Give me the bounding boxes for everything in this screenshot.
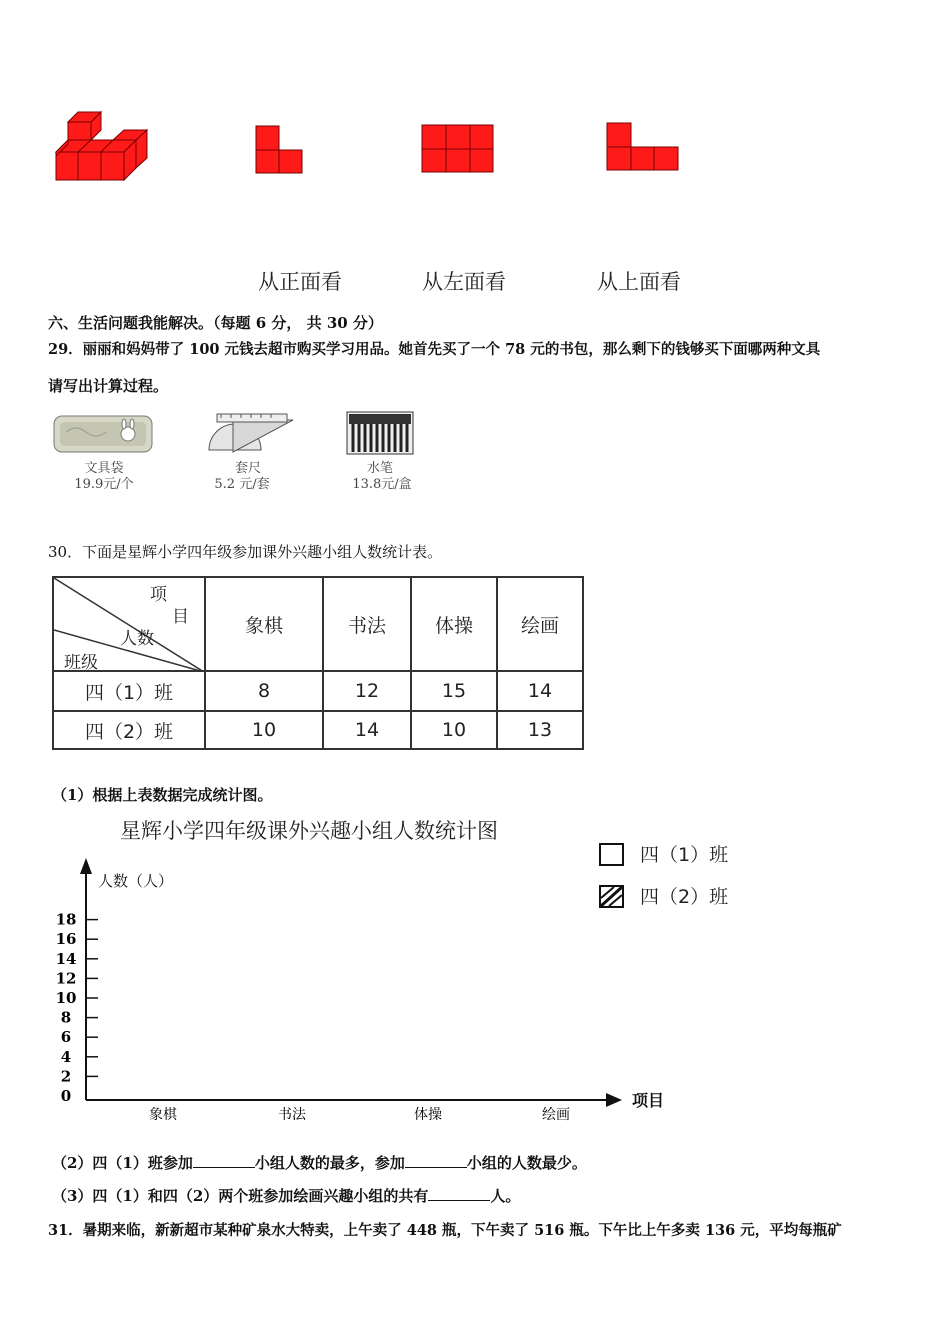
answer-blank[interactable] (428, 1186, 490, 1201)
cube-figures (0, 100, 950, 220)
q30-sub2 (52, 1152, 587, 1173)
table-header: 象棋 (205, 577, 323, 671)
section-heading: 六、生活问题我能解决。（每题 6 分， 共 30 分） (48, 314, 383, 332)
table-row (53, 671, 583, 711)
table-row (53, 711, 583, 749)
ruler-set-image (203, 412, 295, 458)
y-tick-label: 12 (55, 969, 77, 988)
table-row-class: 四（1）班 (53, 671, 205, 711)
sub3-part-a: （3）四（1）和四（2）两个班参加绘画兴趣小组的共有 (52, 1187, 429, 1205)
q30-sub1: （1）根据上表数据完成统计图。 (52, 786, 273, 804)
item-price: 19.9元/个 (74, 477, 134, 492)
legend-swatch-hatched (600, 886, 623, 907)
cube-stack-3d (56, 112, 147, 180)
item-name: 水笔 (366, 461, 393, 476)
front-view-label: 从正面看 (258, 270, 342, 294)
table-cell: 12 (323, 671, 411, 711)
sub2-part-b: 小组人数的最多，参加 (254, 1154, 405, 1172)
y-tick-label: 16 (55, 930, 77, 949)
stats-table (52, 576, 584, 750)
item-price: 5.2 元/套 (214, 477, 270, 492)
q30-intro: 30．下面是星辉小学四年级参加课外兴趣小组人数统计表。 (48, 543, 443, 561)
item-price: 13.8元/盒 (352, 477, 412, 492)
table-cell: 8 (205, 671, 323, 711)
y-tick-label: 0 (60, 1087, 72, 1105)
answer-blank[interactable] (405, 1153, 467, 1168)
x-tick-label: 绘画 (542, 1107, 570, 1123)
y-tick-label: 4 (60, 1047, 72, 1066)
y-axis-arrow (80, 858, 92, 874)
corner-item-label: 项 (150, 585, 167, 605)
table-cell: 10 (411, 711, 497, 749)
legend-swatch-blank (600, 844, 623, 865)
answer-blank[interactable] (193, 1153, 255, 1168)
y-tick-label: 8 (60, 1008, 72, 1027)
pencil-case-image (52, 412, 156, 458)
x-tick-label: 象棋 (149, 1107, 177, 1123)
corner-item-label-2: 目 (172, 607, 189, 627)
item-name: 套尺 (234, 461, 261, 476)
x-axis-label: 项目 (632, 1091, 665, 1110)
q31-line1: 31．暑期来临，新新超市某种矿泉水大特卖，上午卖了 448 瓶，下午卖了 516 瓶。下午比上午多卖 136 元，平均每瓶矿 (48, 1222, 842, 1239)
top-view-shape (607, 123, 678, 170)
sub2-part-c: 小组的人数最少。 (466, 1154, 587, 1172)
table-corner-cell (53, 577, 205, 671)
q30-sub3 (52, 1185, 520, 1206)
table-header: 绘画 (497, 577, 583, 671)
sub2-part-a: （2）四（1）班参加 (52, 1154, 193, 1172)
y-tick-label: 14 (55, 949, 77, 968)
q29-line1: 29．丽丽和妈妈带了 100 元钱去超市购买学习用品。她首先买了一个 78 元的书包，那么剩下的钱够买下面哪两种文具 (48, 341, 821, 358)
x-tick-label: 体操 (414, 1107, 442, 1123)
y-tick-label: 2 (60, 1067, 72, 1086)
sub3-part-b: 人。 (490, 1187, 521, 1205)
y-tick-label: 18 (55, 910, 77, 929)
y-axis-label: 人数（人） (98, 872, 174, 890)
front-view-shape (256, 126, 302, 173)
table-cell: 14 (323, 711, 411, 749)
y-tick-label: 6 (60, 1028, 72, 1047)
bar-chart (0, 810, 950, 1130)
table-header: 体操 (411, 577, 497, 671)
left-view-shape (422, 125, 493, 172)
legend-label: 四（1）班 (640, 844, 729, 866)
table-cell: 15 (411, 671, 497, 711)
q29-line2: 请写出计算过程。 (48, 377, 169, 395)
table-cell: 10 (205, 711, 323, 749)
pen-box-image (345, 410, 415, 458)
corner-people-label: 人数 (120, 629, 154, 649)
table-cell: 13 (497, 711, 583, 749)
y-tick-label: 10 (55, 989, 77, 1007)
left-view-label: 从左面看 (422, 270, 506, 294)
x-tick-label: 书法 (278, 1107, 306, 1123)
table-cell: 14 (497, 671, 583, 711)
x-axis-arrow (606, 1093, 622, 1107)
top-view-label: 从上面看 (597, 270, 681, 294)
legend-label: 四（2）班 (640, 886, 729, 908)
item-name: 文具袋 (84, 461, 124, 476)
chart-title: 星辉小学四年级课外兴趣小组人数统计图 (120, 819, 498, 843)
table-header: 书法 (323, 577, 411, 671)
table-row-class: 四（2）班 (53, 711, 205, 749)
corner-class-label: 班级 (64, 653, 98, 673)
